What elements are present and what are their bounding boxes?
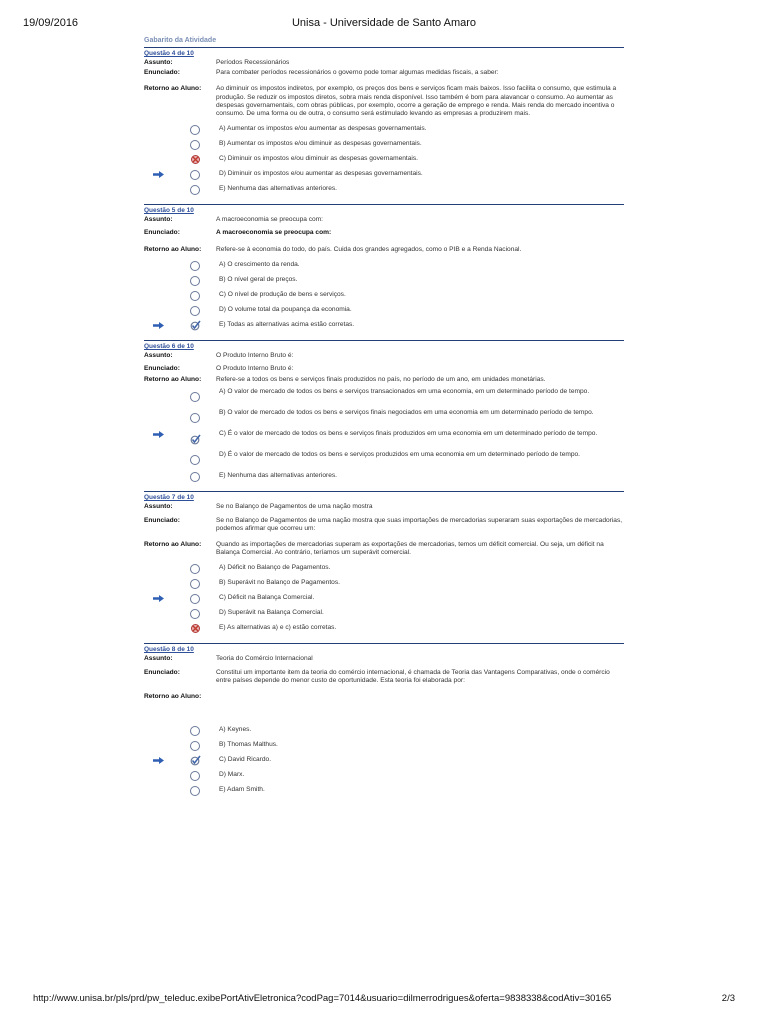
question-block [144, 491, 624, 638]
assunto-row-label: Assunto: [144, 59, 173, 66]
retorno-row [144, 376, 624, 384]
answer-option[interactable] [144, 770, 624, 785]
enunciado-row-text: Constitui um importante item da teoria do comércio internacional, é chamada de Teoria das Vantagens Comparativas, onde o comércio entre países depende do menor custo de oportunidade. Esta teoria foi elaborada por: [216, 668, 610, 684]
enunciado-row [144, 365, 624, 373]
radio-button[interactable] [190, 140, 200, 150]
options-list [144, 260, 624, 335]
options-list [144, 725, 624, 800]
enunciado-row-label: Enunciado: [144, 229, 180, 237]
question-block [144, 340, 624, 487]
option-text: D) Diminuir os impostos e/ou aumentar as despesas governamentais. [219, 170, 423, 178]
assunto-row [144, 655, 624, 663]
retorno-row-label: Retorno ao Aluno: [144, 85, 202, 93]
option-text: C) É o valor de mercado de todos os bens e serviços finais produzidos em uma economia em um determinado período de tempo. [219, 430, 598, 438]
enunciado-row-label: Enunciado: [144, 516, 180, 524]
answer-option[interactable] [144, 305, 624, 320]
enunciado-row [144, 229, 624, 237]
retorno-row-text: Ao diminuir os impostos indiretos, por exemplo, os preços dos bens e serviços ficam mais baixos. Isso facilita o consumo, que estimula a produção. Se reduzir os impostos diretos, sobra mais renda disponível. Isso também é bom para alavancar o consumo. Ao aumentar as despesas governamentais, com obras públicas, por exemplo, ocorre a geração de emprego e renda. Mais renda do mercado incentiva o consumo. De uma forma ou de outra, o consumo será estimulado levando as empresas a produzirem mais. [216, 85, 617, 118]
enunciado-row [144, 669, 624, 685]
question-heading[interactable]: Questão 6 de 10 [144, 342, 194, 350]
gabarito-title: Gabarito da Atividade [144, 37, 217, 44]
answer-option[interactable] [144, 429, 624, 450]
enunciado-row [144, 69, 624, 77]
answer-option[interactable] [144, 387, 624, 408]
answer-option[interactable] [144, 260, 624, 275]
option-text: C) O nível de produção de bens e serviços. [219, 290, 346, 298]
option-text: A) Keynes. [219, 726, 252, 734]
enunciado-row-text: Se no Balanço de Pagamentos de uma nação mostra que suas importações de mercadorias superaram suas exportações de mercadorias, podemos afirmar que ocorreu um: [216, 516, 623, 532]
question-heading[interactable]: Questão 5 de 10 [144, 207, 194, 215]
option-text: B) Aumentar os impostos e/ou diminuir as despesas governamentais. [219, 140, 422, 148]
assunto-row [144, 503, 624, 511]
assunto-row-text: O Produto Interno Bruto é: [216, 351, 294, 359]
correct-answer-arrow-icon [153, 171, 164, 178]
assunto-row-label: Assunto: [144, 216, 173, 224]
correct-answer-icon [190, 320, 201, 331]
option-text: A) O valor de mercado de todos os bens e serviços transacionados em uma economia, em um determinado período de tempo. [219, 388, 590, 396]
options-list [144, 563, 624, 638]
answer-option[interactable] [144, 139, 624, 154]
assunto-row-text: Períodos Recessionários [216, 59, 290, 66]
question-heading[interactable]: Questão 7 de 10 [144, 494, 194, 502]
retorno-row-label: Retorno ao Aluno: [144, 693, 202, 701]
correct-answer-arrow-icon [153, 595, 164, 602]
enunciado-row-text: A macroeconomia se preocupa com: [216, 229, 332, 237]
answer-option[interactable] [144, 275, 624, 290]
radio-button[interactable] [190, 392, 200, 402]
answer-option[interactable] [144, 450, 624, 471]
enunciado-row-text: O Produto Interno Bruto é: [216, 365, 294, 373]
enunciado-row-label: Enunciado: [144, 668, 180, 676]
radio-button[interactable] [190, 276, 200, 286]
print-date: 19/09/2016 [23, 17, 79, 29]
assunto-row-label: Assunto: [144, 351, 173, 359]
option-text: D) É o valor de mercado de todos os bens e serviços produzidos em uma economia em um determinado período de tempo. [219, 451, 581, 459]
retorno-row-text: Refere-se a todos os bens e serviços finais produzidos no país, no período de um ano, em unidades monetárias. [216, 376, 546, 384]
option-text: B) O nível geral de preços. [219, 275, 298, 283]
question-block [144, 204, 624, 335]
option-text: E) Adam Smith. [219, 786, 265, 794]
retorno-row [144, 246, 624, 254]
retorno-row-text: Refere-se à economia do todo, do país. Cuida dos grandes agregados, como o PIB e a Renda Nacional. [216, 245, 522, 253]
option-text: E) As alternativas a) e c) estão corretas. [219, 624, 337, 632]
option-text: A) O crescimento da renda. [219, 260, 300, 268]
wrong-answer-icon [190, 154, 201, 165]
answer-option[interactable] [144, 755, 624, 770]
answer-option[interactable] [144, 124, 624, 139]
answer-option[interactable] [144, 725, 624, 740]
radio-button[interactable] [190, 726, 200, 736]
option-text: C) David Ricardo. [219, 756, 272, 764]
radio-button[interactable] [190, 455, 200, 465]
assunto-row-text: Se no Balanço de Pagamentos de uma nação mostra [216, 503, 373, 511]
answer-option[interactable] [144, 290, 624, 305]
option-text: C) Diminuir os impostos e/ou diminuir as despesas governamentais. [219, 155, 418, 163]
option-text: D) O volume total da poupança da economia. [219, 305, 352, 313]
assunto-row [144, 59, 624, 67]
question-block [144, 47, 624, 199]
radio-button[interactable] [190, 594, 200, 604]
question-block [144, 643, 624, 800]
radio-button[interactable] [190, 261, 200, 271]
option-text: D) Marx. [219, 771, 245, 779]
option-text: E) Nenhuma das alternativas anteriores. [219, 472, 338, 480]
answer-option[interactable] [144, 169, 624, 184]
print-footer [0, 993, 768, 1007]
answer-option[interactable] [144, 563, 624, 578]
radio-button[interactable] [190, 291, 200, 301]
gabarito-content [144, 37, 624, 805]
correct-answer-arrow-icon [153, 322, 164, 329]
wrong-answer-icon [190, 623, 201, 634]
print-title: Unisa - Universidade de Santo Amaro [291, 17, 477, 29]
enunciado-row-text: Para combater períodos recessionários o governo pode tomar algumas medidas fiscais, a saber: [216, 69, 499, 77]
retorno-row [144, 541, 624, 557]
answer-option[interactable] [144, 623, 624, 638]
question-heading[interactable]: Questão 8 de 10 [144, 646, 194, 654]
retorno-row-label: Retorno ao Aluno: [144, 541, 202, 549]
option-text: C) Déficit na Balança Comercial. [219, 594, 315, 602]
answer-option[interactable] [144, 154, 624, 169]
answer-option[interactable] [144, 408, 624, 429]
radio-button[interactable] [190, 564, 200, 574]
enunciado-row-label: Enunciado: [144, 69, 180, 77]
option-text: B) Thomas Malthus. [219, 741, 278, 749]
answer-option[interactable] [144, 608, 624, 623]
answer-option[interactable] [144, 578, 624, 593]
option-text: A) Aumentar os impostos e/ou aumentar as despesas governamentais. [219, 125, 427, 133]
radio-button[interactable] [190, 579, 200, 589]
option-text: B) Superávit no Balanço de Pagamentos. [219, 579, 340, 587]
retorno-row [144, 85, 624, 118]
answer-option[interactable] [144, 740, 624, 755]
print-url: http://www.unisa.br/pls/prd/pw_teleduc.exibePortAtivEletronica?codPag=7014&usuario=dilmerrodrigues&oferta=9838338&codAtiv=30165 [33, 993, 612, 1004]
assunto-row [144, 352, 624, 360]
assunto-row-label: Assunto: [144, 503, 173, 511]
answer-option[interactable] [144, 320, 624, 335]
option-text: A) Déficit no Balanço de Pagamentos. [219, 564, 331, 572]
correct-answer-icon [190, 434, 201, 445]
answer-option[interactable] [144, 593, 624, 608]
radio-button[interactable] [190, 771, 200, 781]
assunto-row-text: Teoria do Comércio Internacional [216, 655, 313, 663]
option-text: B) O valor de mercado de todos os bens e serviços finais negociados em uma economia em um determinado período de tempo. [219, 409, 594, 417]
radio-button[interactable] [190, 786, 200, 796]
retorno-row-label: Retorno ao Aluno: [144, 376, 202, 384]
retorno-row [144, 693, 624, 719]
radio-button[interactable] [190, 609, 200, 619]
assunto-row-text: A macroeconomia se preocupa com: [216, 216, 324, 224]
retorno-row-text: Quando as importações de mercadorias superam as exportações de mercadorias, temos um déficit comercial. Ou seja, um déficit na Balança Comercial. Ao contrário, teríamos um superávit comercial. [216, 541, 604, 557]
correct-answer-arrow-icon [153, 757, 164, 764]
answer-option[interactable] [144, 184, 624, 199]
radio-button[interactable] [190, 170, 200, 180]
enunciado-row [144, 517, 624, 533]
option-text: E) Nenhuma das alternativas anteriores. [219, 185, 338, 193]
radio-button[interactable] [190, 741, 200, 751]
options-list [144, 124, 624, 199]
correct-answer-arrow-icon [153, 431, 164, 438]
options-list [144, 387, 624, 486]
option-text: E) Todas as alternativas acima estão corretas. [219, 320, 355, 328]
answer-option[interactable] [144, 471, 624, 486]
assunto-row-label: Assunto: [144, 655, 173, 663]
radio-button[interactable] [190, 413, 200, 423]
enunciado-row-label: Enunciado: [144, 365, 180, 373]
page-number: 2/3 [721, 993, 735, 1004]
assunto-row [144, 216, 624, 224]
radio-button[interactable] [190, 185, 200, 195]
radio-button[interactable] [190, 472, 200, 482]
retorno-row-text [216, 693, 624, 719]
answer-option[interactable] [144, 785, 624, 800]
question-heading[interactable]: Questão 4 de 10 [144, 50, 194, 57]
retorno-row-label: Retorno ao Aluno: [144, 245, 202, 253]
radio-button[interactable] [190, 306, 200, 316]
print-header [0, 17, 768, 31]
question-list [144, 47, 624, 800]
option-text: D) Superávit na Balança Comercial. [219, 609, 324, 617]
radio-button[interactable] [190, 125, 200, 135]
correct-answer-icon [190, 755, 201, 766]
